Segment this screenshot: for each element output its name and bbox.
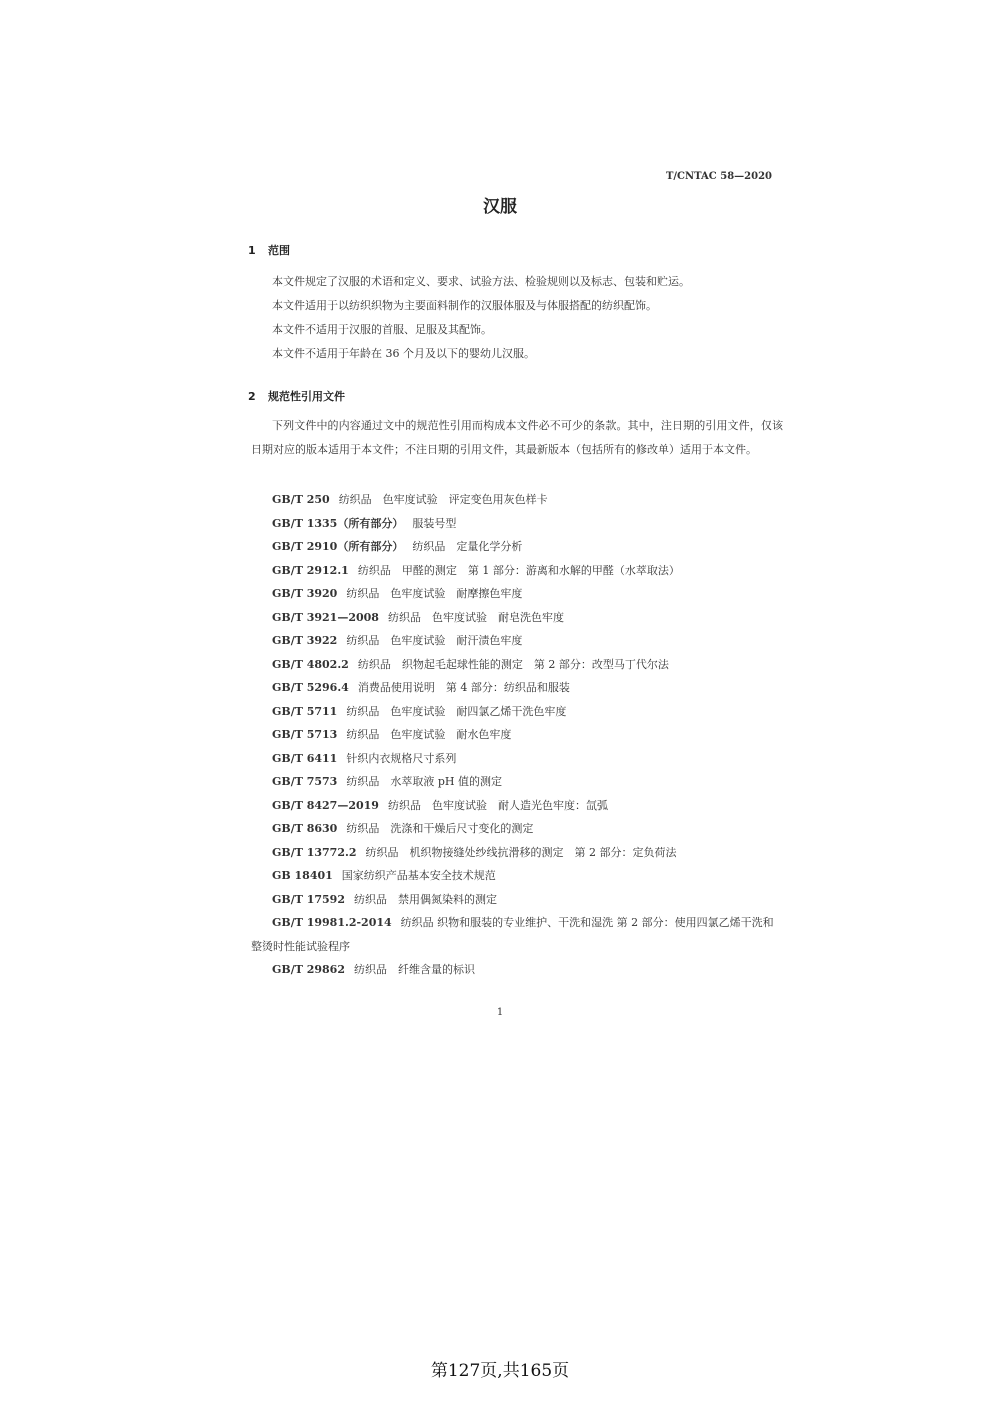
reference-code: GB/T 7573	[272, 775, 338, 788]
reference-code: GB/T 1335（所有部分）	[272, 516, 404, 530]
document-title: 汉服	[483, 197, 517, 217]
reference-title: 纺织品 洗涤和干燥后尺寸变化的测定	[346, 822, 534, 835]
reference-item	[251, 700, 783, 724]
reference-code: GB/T 19981.2-2014	[272, 916, 392, 929]
reference-item	[251, 770, 783, 794]
reference-title: 纺织品 织物和服装的专业维护、干洗和湿洗 第 2 部分：使用四氯乙烯干洗和整烫时性能试验程序	[251, 916, 774, 953]
reference-code: GB/T 250	[272, 493, 330, 506]
section-2-title: 规范性引用文件	[268, 390, 345, 403]
reference-item	[251, 535, 783, 559]
reference-title: 纺织品 甲醛的测定 第 1 部分：游离和水解的甲醛（水萃取法）	[357, 563, 680, 577]
reference-item	[251, 817, 783, 841]
reference-code: GB/T 17592	[272, 892, 345, 906]
reference-code: GB/T 6411	[272, 751, 338, 765]
reference-code: GB/T 13772.2	[272, 845, 357, 859]
reference-title: 纺织品 定量化学分析	[412, 540, 523, 553]
reference-item	[251, 911, 783, 958]
reference-item	[251, 794, 783, 818]
reference-title: 消费品使用说明 第 4 部分：纺织品和服装	[357, 681, 570, 694]
scope-paragraph-2: 本文件适用于以纺织织物为主要面料制作的汉服体服及与体服搭配的纺织配饰。	[272, 299, 657, 312]
reference-title: 纺织品 禁用偶氮染料的测定	[354, 892, 497, 906]
scope-paragraph-3: 本文件不适用于汉服的首服、足服及其配饰。	[272, 323, 492, 336]
reference-item	[251, 723, 783, 747]
reference-code: GB/T 3920	[272, 587, 338, 600]
reference-code: GB/T 4802.2	[272, 657, 349, 671]
reference-title: 纺织品 水萃取液 pH 值的测定	[346, 775, 502, 788]
section-2-heading	[248, 388, 345, 404]
reference-title: 服装号型	[412, 516, 457, 530]
page-counter: 第127页,共165页	[430, 1361, 570, 1381]
reference-code: GB/T 29862	[272, 963, 345, 976]
reference-title: 纺织品 织物起毛起球性能的测定 第 2 部分：改型马丁代尔法	[357, 657, 669, 671]
reference-item	[251, 559, 783, 583]
standard-code: T/CNTAC 58—2020	[665, 171, 772, 182]
reference-item	[251, 676, 783, 700]
reference-code: GB/T 5711	[272, 704, 338, 718]
section-1-heading	[248, 242, 290, 258]
reference-code: GB/T 5713	[272, 728, 338, 741]
reference-item	[251, 512, 783, 536]
reference-title: 纺织品 色牢度试验 耐四氯乙烯干洗色牢度	[346, 704, 567, 718]
reference-code: GB/T 8427—2019	[272, 798, 379, 812]
reference-item	[251, 653, 783, 677]
reference-item	[251, 841, 783, 865]
section-1-title: 范围	[268, 244, 290, 257]
reference-item	[251, 606, 783, 630]
scope-paragraph-1: 本文件规定了汉服的术语和定义、要求、试验方法、检验规则以及标志、包装和贮运。	[272, 275, 690, 288]
reference-code: GB/T 3921—2008	[272, 610, 379, 624]
reference-item	[251, 888, 783, 912]
reference-item	[251, 488, 783, 512]
reference-title: 纺织品 色牢度试验 耐汗渍色牢度	[346, 634, 523, 647]
reference-title: 纺织品 色牢度试验 耐水色牢度	[346, 728, 512, 741]
section-1-number: 1	[248, 244, 256, 257]
reference-list	[251, 488, 783, 982]
reference-code: GB/T 3922	[272, 634, 338, 647]
reference-item	[251, 582, 783, 606]
reference-item	[251, 629, 783, 653]
reference-title: 纺织品 纤维含量的标识	[354, 963, 475, 976]
reference-title: 纺织品 色牢度试验 耐人造光色牢度：氙弧	[387, 798, 608, 812]
reference-code: GB/T 5296.4	[272, 681, 349, 694]
reference-title: 针织内衣规格尺寸系列	[346, 751, 457, 765]
references-intro: 下列文件中的内容通过文中的规范性引用而构成本文件必不可少的条款。其中，注日期的引用文件，仅该日期对应的版本适用于本文件；不注日期的引用文件，其最新版本（包括所有的修改单）适用于本文件。	[251, 419, 783, 456]
reference-title: 纺织品 色牢度试验 耐皂洗色牢度	[387, 610, 564, 624]
reference-item	[251, 958, 783, 982]
section-2-number: 2	[248, 390, 256, 403]
page-number: 1	[496, 1007, 504, 1018]
reference-title: 纺织品 色牢度试验 评定变色用灰色样卡	[338, 493, 548, 506]
reference-code: GB 18401	[272, 869, 333, 882]
scope-paragraph-4: 本文件不适用于年龄在 36 个月及以下的婴幼儿汉服。	[272, 347, 535, 360]
reference-code: GB/T 8630	[272, 822, 338, 835]
reference-item	[251, 864, 783, 888]
reference-item	[251, 747, 783, 771]
reference-code: GB/T 2910（所有部分）	[272, 540, 404, 553]
reference-title: 纺织品 色牢度试验 耐摩擦色牢度	[346, 587, 523, 600]
reference-title: 纺织品 机织物接缝处纱线抗滑移的测定 第 2 部分：定负荷法	[365, 845, 677, 859]
reference-title: 国家纺织产品基本安全技术规范	[341, 869, 496, 882]
reference-code: GB/T 2912.1	[272, 563, 349, 577]
